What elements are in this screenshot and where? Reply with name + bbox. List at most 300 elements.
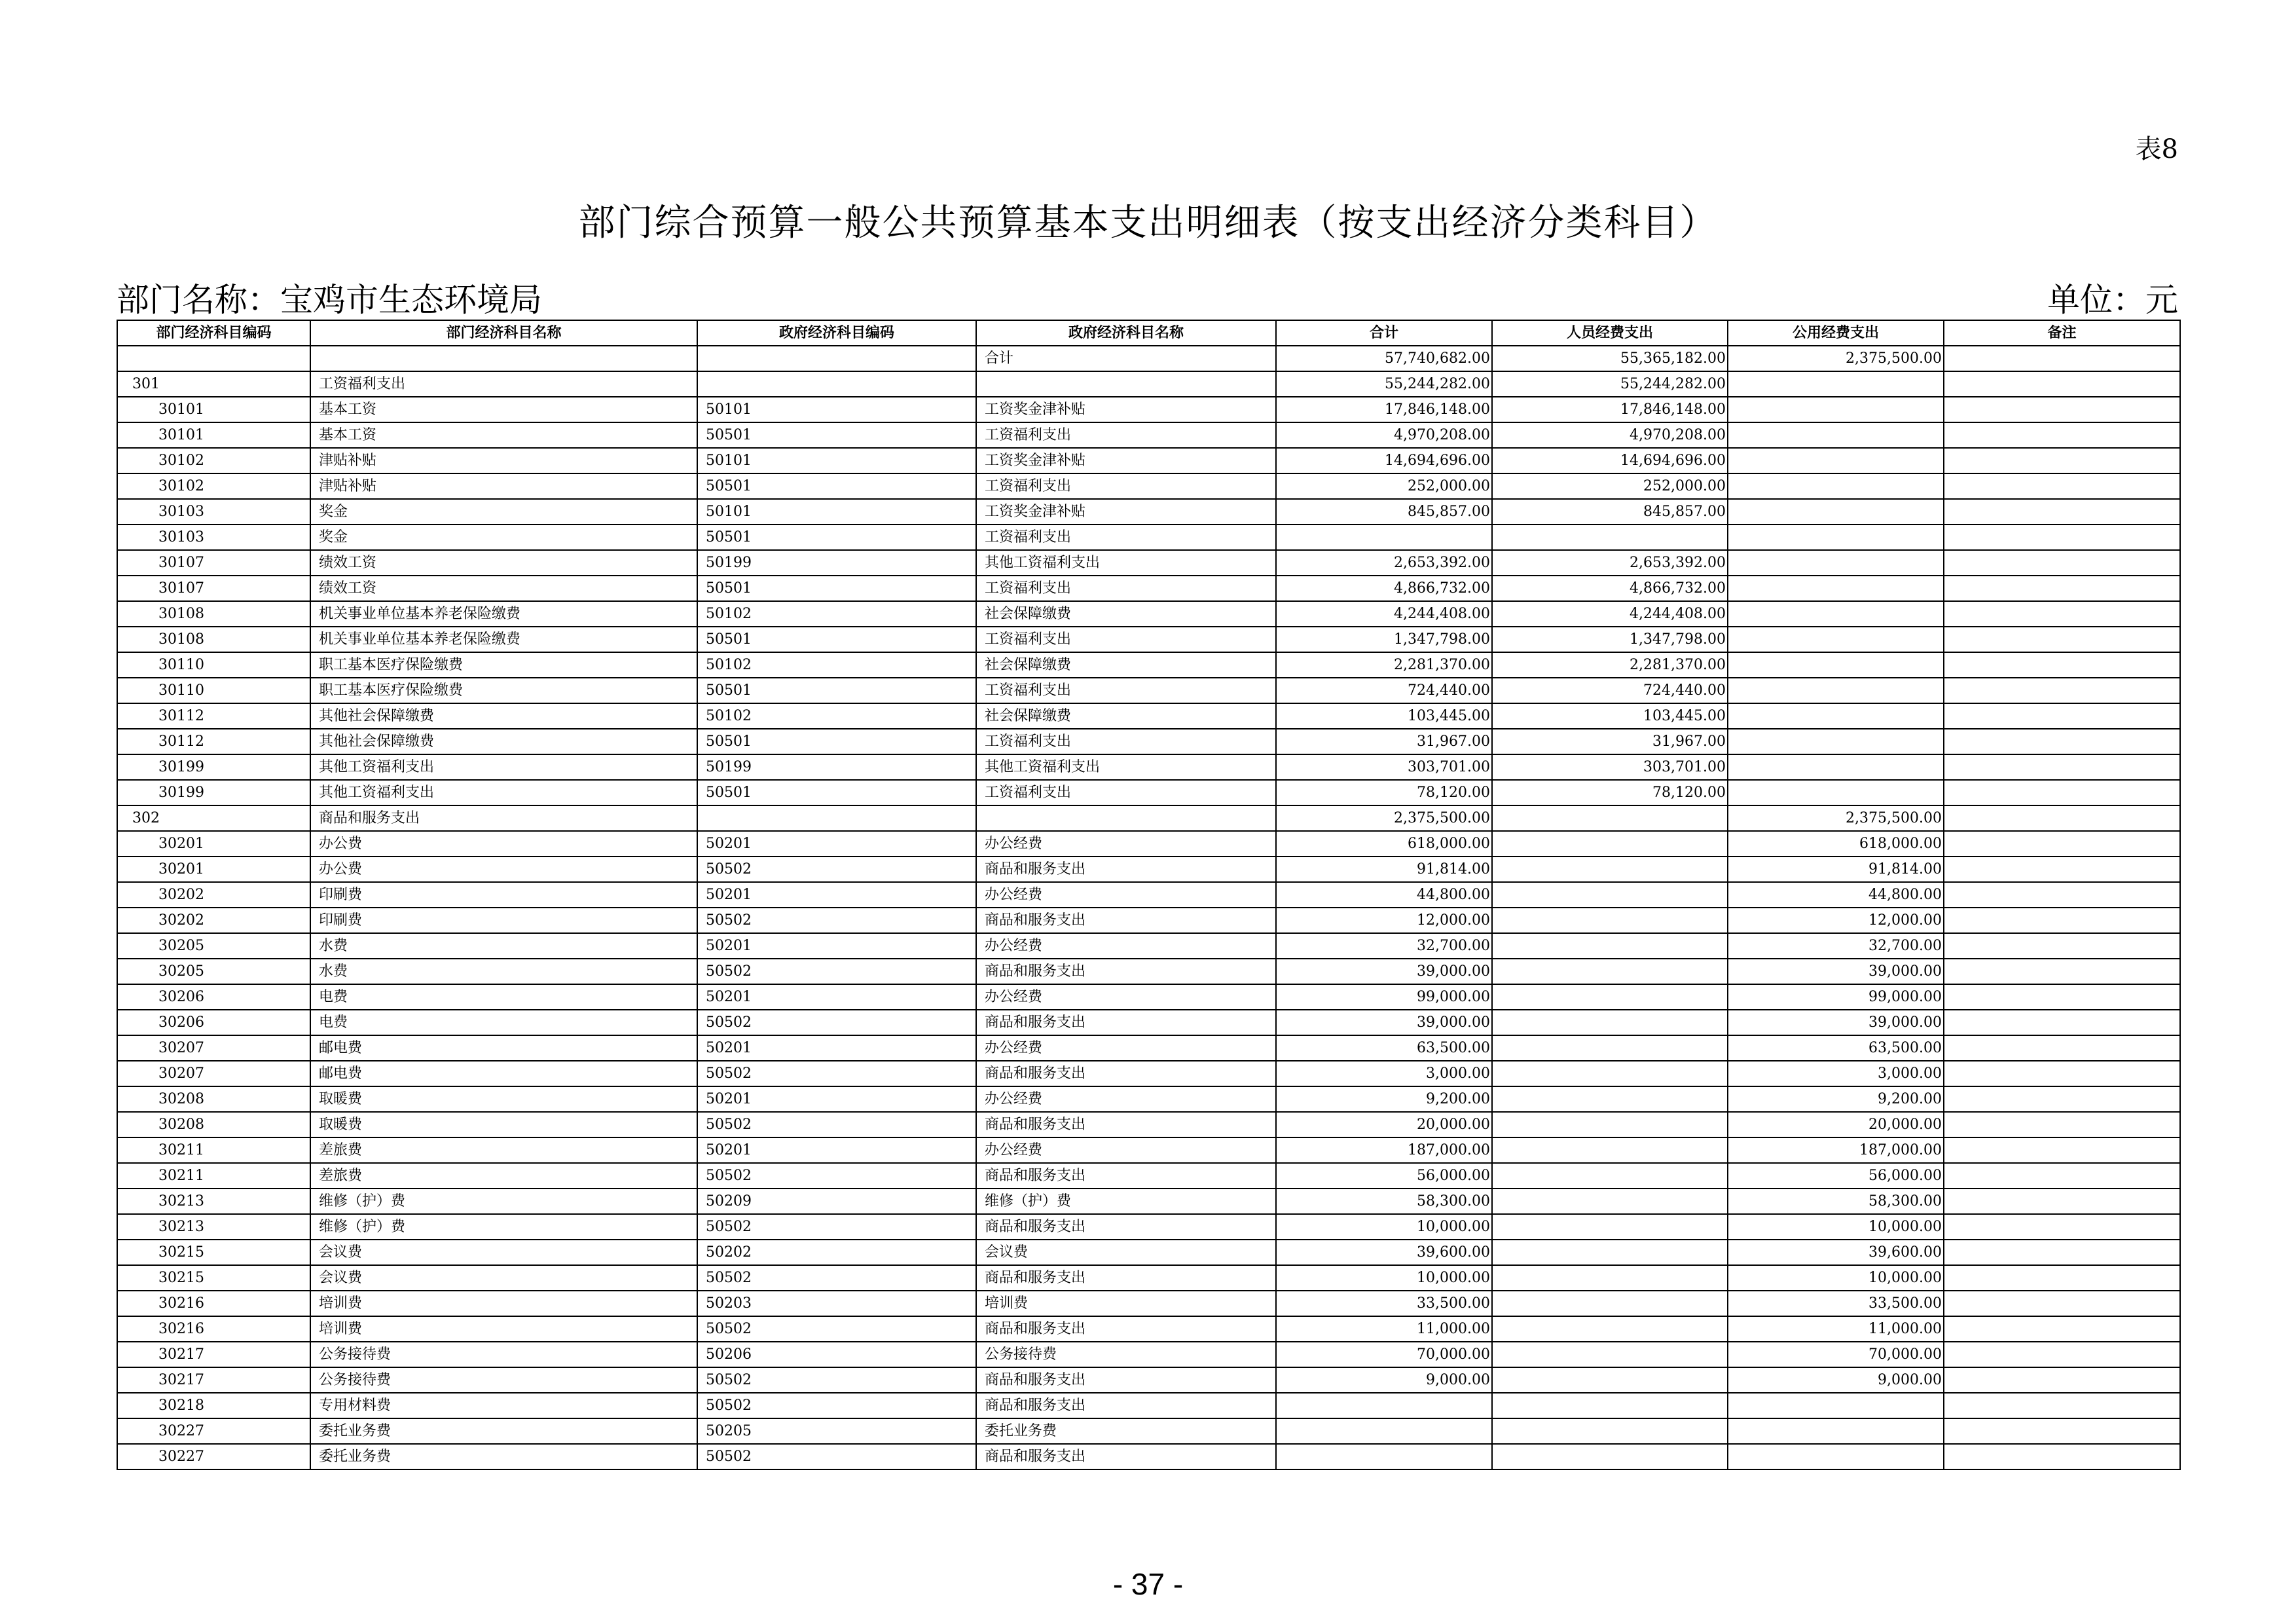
cell-personnel	[1492, 805, 1728, 831]
cell-gov-code: 50501	[697, 576, 976, 601]
cell-dept-code: 30208	[117, 1086, 310, 1112]
cell-public: 32,700.00	[1728, 933, 1944, 959]
cell-public	[1728, 422, 1944, 448]
cell-personnel	[1492, 1240, 1728, 1265]
table-row	[117, 780, 2180, 805]
cell-personnel	[1492, 1112, 1728, 1137]
cell-dept-name: 委托业务费	[310, 1444, 697, 1469]
cell-total: 1,347,798.00	[1276, 627, 1492, 652]
cell-gov-code: 50501	[697, 525, 976, 550]
cell-note	[1944, 1316, 2180, 1342]
cell-note	[1944, 933, 2180, 959]
cell-dept-name: 差旅费	[310, 1163, 697, 1189]
cell-note	[1944, 422, 2180, 448]
cell-personnel: 17,846,148.00	[1492, 397, 1728, 422]
cell-gov-code: 50502	[697, 1010, 976, 1035]
cell-dept-code: 30202	[117, 882, 310, 908]
table-row	[117, 754, 2180, 780]
cell-dept-name: 机关事业单位基本养老保险缴费	[310, 627, 697, 652]
cell-public: 44,800.00	[1728, 882, 1944, 908]
cell-personnel: 2,653,392.00	[1492, 550, 1728, 576]
table-row	[117, 1291, 2180, 1316]
cell-dept-code: 302	[117, 805, 310, 831]
table-row	[117, 984, 2180, 1010]
table-row	[117, 422, 2180, 448]
cell-dept-name: 其他社会保障缴费	[310, 703, 697, 729]
cell-personnel	[1492, 933, 1728, 959]
cell-gov-code	[697, 371, 976, 397]
cell-gov-name: 商品和服务支出	[976, 1010, 1276, 1035]
cell-dept-code: 30213	[117, 1214, 310, 1240]
cell-dept-name: 其他社会保障缴费	[310, 729, 697, 754]
table-row	[117, 371, 2180, 397]
table-row	[117, 627, 2180, 652]
cell-note	[1944, 499, 2180, 525]
cell-dept-code: 30107	[117, 576, 310, 601]
table-row	[117, 857, 2180, 882]
table-row	[117, 652, 2180, 678]
cell-public: 11,000.00	[1728, 1316, 1944, 1342]
cell-gov-name: 商品和服务支出	[976, 1163, 1276, 1189]
cell-public: 9,200.00	[1728, 1086, 1944, 1112]
cell-dept-name: 委托业务费	[310, 1418, 697, 1444]
table-row	[117, 933, 2180, 959]
cell-total: 12,000.00	[1276, 908, 1492, 933]
table-row	[117, 1137, 2180, 1163]
cell-gov-name: 商品和服务支出	[976, 1112, 1276, 1137]
cell-personnel: 1,347,798.00	[1492, 627, 1728, 652]
cell-dept-name: 会议费	[310, 1265, 697, 1291]
cell-dept-code: 30103	[117, 499, 310, 525]
cell-personnel	[1492, 1444, 1728, 1469]
cell-total: 3,000.00	[1276, 1061, 1492, 1086]
cell-personnel	[1492, 1291, 1728, 1316]
cell-personnel: 78,120.00	[1492, 780, 1728, 805]
table-row	[117, 576, 2180, 601]
cell-gov-name: 商品和服务支出	[976, 1367, 1276, 1393]
cell-gov-code: 50501	[697, 678, 976, 703]
cell-dept-code: 30201	[117, 831, 310, 857]
cell-note	[1944, 805, 2180, 831]
cell-gov-code: 50201	[697, 1086, 976, 1112]
cell-total: 10,000.00	[1276, 1265, 1492, 1291]
cell-gov-name: 工资福利支出	[976, 422, 1276, 448]
cell-gov-code: 50502	[697, 1061, 976, 1086]
cell-total: 9,200.00	[1276, 1086, 1492, 1112]
cell-note	[1944, 397, 2180, 422]
cell-gov-code: 50209	[697, 1189, 976, 1214]
cell-gov-code: 50201	[697, 984, 976, 1010]
cell-gov-name: 社会保障缴费	[976, 601, 1276, 627]
table-row	[117, 1342, 2180, 1367]
cell-dept-name: 取暖费	[310, 1112, 697, 1137]
cell-gov-code: 50199	[697, 754, 976, 780]
cell-dept-name: 津贴补贴	[310, 473, 697, 499]
cell-public: 91,814.00	[1728, 857, 1944, 882]
cell-gov-name: 工资奖金津补贴	[976, 448, 1276, 473]
cell-dept-code: 30206	[117, 984, 310, 1010]
header-total: 合计	[1276, 320, 1492, 346]
header-public: 公用经费支出	[1728, 320, 1944, 346]
cell-dept-name: 邮电费	[310, 1035, 697, 1061]
cell-total: 4,244,408.00	[1276, 601, 1492, 627]
cell-dept-name: 印刷费	[310, 908, 697, 933]
cell-note	[1944, 984, 2180, 1010]
cell-note	[1944, 371, 2180, 397]
cell-personnel	[1492, 1418, 1728, 1444]
cell-public: 33,500.00	[1728, 1291, 1944, 1316]
table-row	[117, 805, 2180, 831]
table-row	[117, 397, 2180, 422]
cell-gov-code: 50201	[697, 831, 976, 857]
cell-note	[1944, 908, 2180, 933]
cell-gov-name: 工资福利支出	[976, 780, 1276, 805]
cell-dept-name: 职工基本医疗保险缴费	[310, 678, 697, 703]
table-row	[117, 1444, 2180, 1469]
cell-gov-name: 工资福利支出	[976, 627, 1276, 652]
cell-total: 103,445.00	[1276, 703, 1492, 729]
cell-dept-code: 30215	[117, 1265, 310, 1291]
cell-dept-code: 30202	[117, 908, 310, 933]
cell-total: 4,970,208.00	[1276, 422, 1492, 448]
cell-dept-name: 印刷费	[310, 882, 697, 908]
table-row	[117, 1163, 2180, 1189]
cell-note	[1944, 550, 2180, 576]
cell-public	[1728, 1418, 1944, 1444]
cell-gov-name: 商品和服务支出	[976, 908, 1276, 933]
cell-dept-name: 机关事业单位基本养老保险缴费	[310, 601, 697, 627]
cell-dept-name: 其他工资福利支出	[310, 754, 697, 780]
cell-personnel	[1492, 1265, 1728, 1291]
cell-total: 11,000.00	[1276, 1316, 1492, 1342]
cell-dept-name: 绩效工资	[310, 576, 697, 601]
cell-public	[1728, 703, 1944, 729]
cell-personnel	[1492, 1086, 1728, 1112]
cell-public	[1728, 525, 1944, 550]
table-row	[117, 473, 2180, 499]
cell-public: 39,600.00	[1728, 1240, 1944, 1265]
cell-dept-code: 30112	[117, 703, 310, 729]
cell-total: 4,866,732.00	[1276, 576, 1492, 601]
cell-gov-code: 50502	[697, 1265, 976, 1291]
table-row	[117, 499, 2180, 525]
header-row	[117, 320, 2180, 346]
table-row	[117, 831, 2180, 857]
cell-total: 2,281,370.00	[1276, 652, 1492, 678]
cell-dept-code: 30205	[117, 959, 310, 984]
cell-gov-name: 办公经费	[976, 1137, 1276, 1163]
cell-public	[1728, 729, 1944, 754]
cell-note	[1944, 1189, 2180, 1214]
header-gov-code: 政府经济科目编码	[697, 320, 976, 346]
cell-dept-code: 30211	[117, 1163, 310, 1189]
cell-dept-code: 30103	[117, 525, 310, 550]
cell-gov-name: 其他工资福利支出	[976, 754, 1276, 780]
cell-personnel	[1492, 1189, 1728, 1214]
cell-public: 618,000.00	[1728, 831, 1944, 857]
cell-note	[1944, 1418, 2180, 1444]
cell-total: 55,244,282.00	[1276, 371, 1492, 397]
cell-gov-code: 50501	[697, 422, 976, 448]
cell-public	[1728, 780, 1944, 805]
cell-dept-code: 30218	[117, 1393, 310, 1418]
cell-gov-code: 50201	[697, 1035, 976, 1061]
cell-gov-code	[697, 346, 976, 371]
table-row	[117, 1214, 2180, 1240]
cell-public	[1728, 754, 1944, 780]
cell-gov-name: 培训费	[976, 1291, 1276, 1316]
table-row	[117, 525, 2180, 550]
cell-note	[1944, 780, 2180, 805]
cell-gov-name: 会议费	[976, 1240, 1276, 1265]
cell-note	[1944, 831, 2180, 857]
cell-total: 91,814.00	[1276, 857, 1492, 882]
cell-public	[1728, 1393, 1944, 1418]
page-title: 部门综合预算一般公共预算基本支出明细表（按支出经济分类科目）	[578, 202, 1718, 244]
cell-dept-code: 30112	[117, 729, 310, 754]
cell-note	[1944, 1010, 2180, 1035]
cell-personnel	[1492, 1214, 1728, 1240]
cell-gov-name: 办公经费	[976, 831, 1276, 857]
cell-note	[1944, 473, 2180, 499]
cell-gov-name: 合计	[976, 346, 1276, 371]
cell-personnel: 31,967.00	[1492, 729, 1728, 754]
cell-gov-code: 50199	[697, 550, 976, 576]
cell-note	[1944, 1342, 2180, 1367]
table-row	[117, 1240, 2180, 1265]
cell-dept-name: 职工基本医疗保险缴费	[310, 652, 697, 678]
cell-public	[1728, 627, 1944, 652]
cell-dept-name: 奖金	[310, 499, 697, 525]
cell-personnel	[1492, 1137, 1728, 1163]
cell-gov-code: 50502	[697, 1214, 976, 1240]
cell-public	[1728, 576, 1944, 601]
cell-total: 78,120.00	[1276, 780, 1492, 805]
cell-total: 31,967.00	[1276, 729, 1492, 754]
cell-dept-code: 301	[117, 371, 310, 397]
cell-dept-name: 取暖费	[310, 1086, 697, 1112]
cell-personnel	[1492, 1342, 1728, 1367]
cell-note	[1944, 678, 2180, 703]
cell-total: 70,000.00	[1276, 1342, 1492, 1367]
cell-dept-name	[310, 346, 697, 371]
cell-dept-code: 30108	[117, 627, 310, 652]
cell-dept-code: 30110	[117, 652, 310, 678]
table-row	[117, 1112, 2180, 1137]
cell-public: 58,300.00	[1728, 1189, 1944, 1214]
cell-dept-name: 邮电费	[310, 1061, 697, 1086]
cell-gov-name: 其他工资福利支出	[976, 550, 1276, 576]
cell-public	[1728, 397, 1944, 422]
cell-note	[1944, 1112, 2180, 1137]
cell-total: 10,000.00	[1276, 1214, 1492, 1240]
cell-dept-code: 30101	[117, 422, 310, 448]
cell-total: 845,857.00	[1276, 499, 1492, 525]
cell-note	[1944, 1061, 2180, 1086]
cell-gov-code: 50502	[697, 1393, 976, 1418]
cell-personnel	[1492, 1010, 1728, 1035]
cell-gov-code: 50102	[697, 703, 976, 729]
header-dept-code: 部门经济科目编码	[117, 320, 310, 346]
cell-note	[1944, 1163, 2180, 1189]
cell-total: 724,440.00	[1276, 678, 1492, 703]
table-row	[117, 346, 2180, 371]
cell-public: 2,375,500.00	[1728, 346, 1944, 371]
cell-public	[1728, 499, 1944, 525]
cell-gov-name: 办公经费	[976, 1035, 1276, 1061]
cell-public: 3,000.00	[1728, 1061, 1944, 1086]
cell-gov-name: 办公经费	[976, 933, 1276, 959]
cell-total: 58,300.00	[1276, 1189, 1492, 1214]
cell-personnel	[1492, 525, 1728, 550]
cell-total	[1276, 1444, 1492, 1469]
cell-gov-name: 工资奖金津补贴	[976, 397, 1276, 422]
cell-gov-code: 50101	[697, 448, 976, 473]
cell-gov-name: 维修（护）费	[976, 1189, 1276, 1214]
cell-gov-code: 50502	[697, 959, 976, 984]
cell-total: 9,000.00	[1276, 1367, 1492, 1393]
cell-dept-code: 30206	[117, 1010, 310, 1035]
cell-gov-code: 50201	[697, 933, 976, 959]
cell-dept-name: 津贴补贴	[310, 448, 697, 473]
table-row	[117, 882, 2180, 908]
cell-gov-name	[976, 805, 1276, 831]
cell-public	[1728, 550, 1944, 576]
cell-note	[1944, 959, 2180, 984]
cell-note	[1944, 1137, 2180, 1163]
cell-gov-code: 50501	[697, 780, 976, 805]
cell-dept-name: 其他工资福利支出	[310, 780, 697, 805]
cell-dept-name: 维修（护）费	[310, 1189, 697, 1214]
header-gov-name: 政府经济科目名称	[976, 320, 1276, 346]
cell-gov-name: 商品和服务支出	[976, 1444, 1276, 1469]
cell-total: 44,800.00	[1276, 882, 1492, 908]
cell-total: 303,701.00	[1276, 754, 1492, 780]
cell-gov-name: 商品和服务支出	[976, 1265, 1276, 1291]
expenditure-table	[117, 320, 2181, 1470]
table-row	[117, 1265, 2180, 1291]
cell-personnel: 14,694,696.00	[1492, 448, 1728, 473]
cell-public	[1728, 601, 1944, 627]
cell-gov-name: 工资福利支出	[976, 729, 1276, 754]
header-personnel: 人员经费支出	[1492, 320, 1728, 346]
cell-total	[1276, 1393, 1492, 1418]
cell-personnel	[1492, 831, 1728, 857]
cell-public	[1728, 448, 1944, 473]
cell-dept-code: 30108	[117, 601, 310, 627]
table-row	[117, 1086, 2180, 1112]
cell-dept-name: 工资福利支出	[310, 371, 697, 397]
cell-personnel	[1492, 984, 1728, 1010]
cell-gov-name: 工资奖金津补贴	[976, 499, 1276, 525]
table-row	[117, 1393, 2180, 1418]
cell-note	[1944, 525, 2180, 550]
cell-note	[1944, 1086, 2180, 1112]
cell-total: 20,000.00	[1276, 1112, 1492, 1137]
cell-gov-code: 50202	[697, 1240, 976, 1265]
cell-dept-name: 培训费	[310, 1316, 697, 1342]
cell-dept-code: 30201	[117, 857, 310, 882]
cell-total: 2,653,392.00	[1276, 550, 1492, 576]
cell-note	[1944, 1367, 2180, 1393]
cell-gov-code: 50501	[697, 627, 976, 652]
cell-total: 252,000.00	[1276, 473, 1492, 499]
cell-public: 20,000.00	[1728, 1112, 1944, 1137]
cell-note	[1944, 703, 2180, 729]
cell-total: 39,000.00	[1276, 1010, 1492, 1035]
cell-public	[1728, 678, 1944, 703]
table-row	[117, 448, 2180, 473]
cell-total: 63,500.00	[1276, 1035, 1492, 1061]
cell-public: 99,000.00	[1728, 984, 1944, 1010]
cell-gov-name: 社会保障缴费	[976, 652, 1276, 678]
cell-gov-name: 商品和服务支出	[976, 1393, 1276, 1418]
cell-gov-name: 社会保障缴费	[976, 703, 1276, 729]
cell-gov-name: 商品和服务支出	[976, 1061, 1276, 1086]
cell-personnel: 55,244,282.00	[1492, 371, 1728, 397]
cell-gov-name: 委托业务费	[976, 1418, 1276, 1444]
cell-note	[1944, 754, 2180, 780]
cell-personnel	[1492, 1367, 1728, 1393]
cell-public: 2,375,500.00	[1728, 805, 1944, 831]
cell-dept-name: 公务接待费	[310, 1367, 697, 1393]
cell-personnel: 252,000.00	[1492, 473, 1728, 499]
table-row	[117, 908, 2180, 933]
cell-total: 32,700.00	[1276, 933, 1492, 959]
cell-note	[1944, 346, 2180, 371]
cell-note	[1944, 601, 2180, 627]
cell-personnel	[1492, 1316, 1728, 1342]
table-row	[117, 1418, 2180, 1444]
cell-dept-code: 30216	[117, 1316, 310, 1342]
cell-note	[1944, 1240, 2180, 1265]
cell-public: 56,000.00	[1728, 1163, 1944, 1189]
cell-note	[1944, 729, 2180, 754]
cell-dept-name: 差旅费	[310, 1137, 697, 1163]
cell-gov-code: 50502	[697, 1163, 976, 1189]
cell-gov-code: 50203	[697, 1291, 976, 1316]
cell-personnel	[1492, 959, 1728, 984]
cell-gov-name: 办公经费	[976, 1086, 1276, 1112]
cell-dept-code: 30215	[117, 1240, 310, 1265]
cell-dept-code: 30207	[117, 1061, 310, 1086]
cell-gov-name: 商品和服务支出	[976, 857, 1276, 882]
cell-note	[1944, 652, 2180, 678]
cell-dept-code: 30211	[117, 1137, 310, 1163]
cell-gov-name: 商品和服务支出	[976, 1214, 1276, 1240]
cell-dept-name: 电费	[310, 984, 697, 1010]
cell-gov-code: 50501	[697, 473, 976, 499]
cell-gov-code: 50502	[697, 1112, 976, 1137]
cell-dept-code: 30227	[117, 1444, 310, 1469]
cell-note	[1944, 1035, 2180, 1061]
cell-personnel: 724,440.00	[1492, 678, 1728, 703]
cell-total: 618,000.00	[1276, 831, 1492, 857]
cell-public: 12,000.00	[1728, 908, 1944, 933]
cell-personnel: 55,365,182.00	[1492, 346, 1728, 371]
table-row	[117, 1010, 2180, 1035]
cell-gov-code: 50102	[697, 601, 976, 627]
cell-total: 17,846,148.00	[1276, 397, 1492, 422]
cell-total: 187,000.00	[1276, 1137, 1492, 1163]
cell-gov-code: 50102	[697, 652, 976, 678]
cell-personnel: 4,970,208.00	[1492, 422, 1728, 448]
cell-dept-code: 30205	[117, 933, 310, 959]
cell-gov-code: 50502	[697, 1367, 976, 1393]
cell-total: 57,740,682.00	[1276, 346, 1492, 371]
cell-gov-name: 商品和服务支出	[976, 959, 1276, 984]
cell-gov-name: 工资福利支出	[976, 525, 1276, 550]
